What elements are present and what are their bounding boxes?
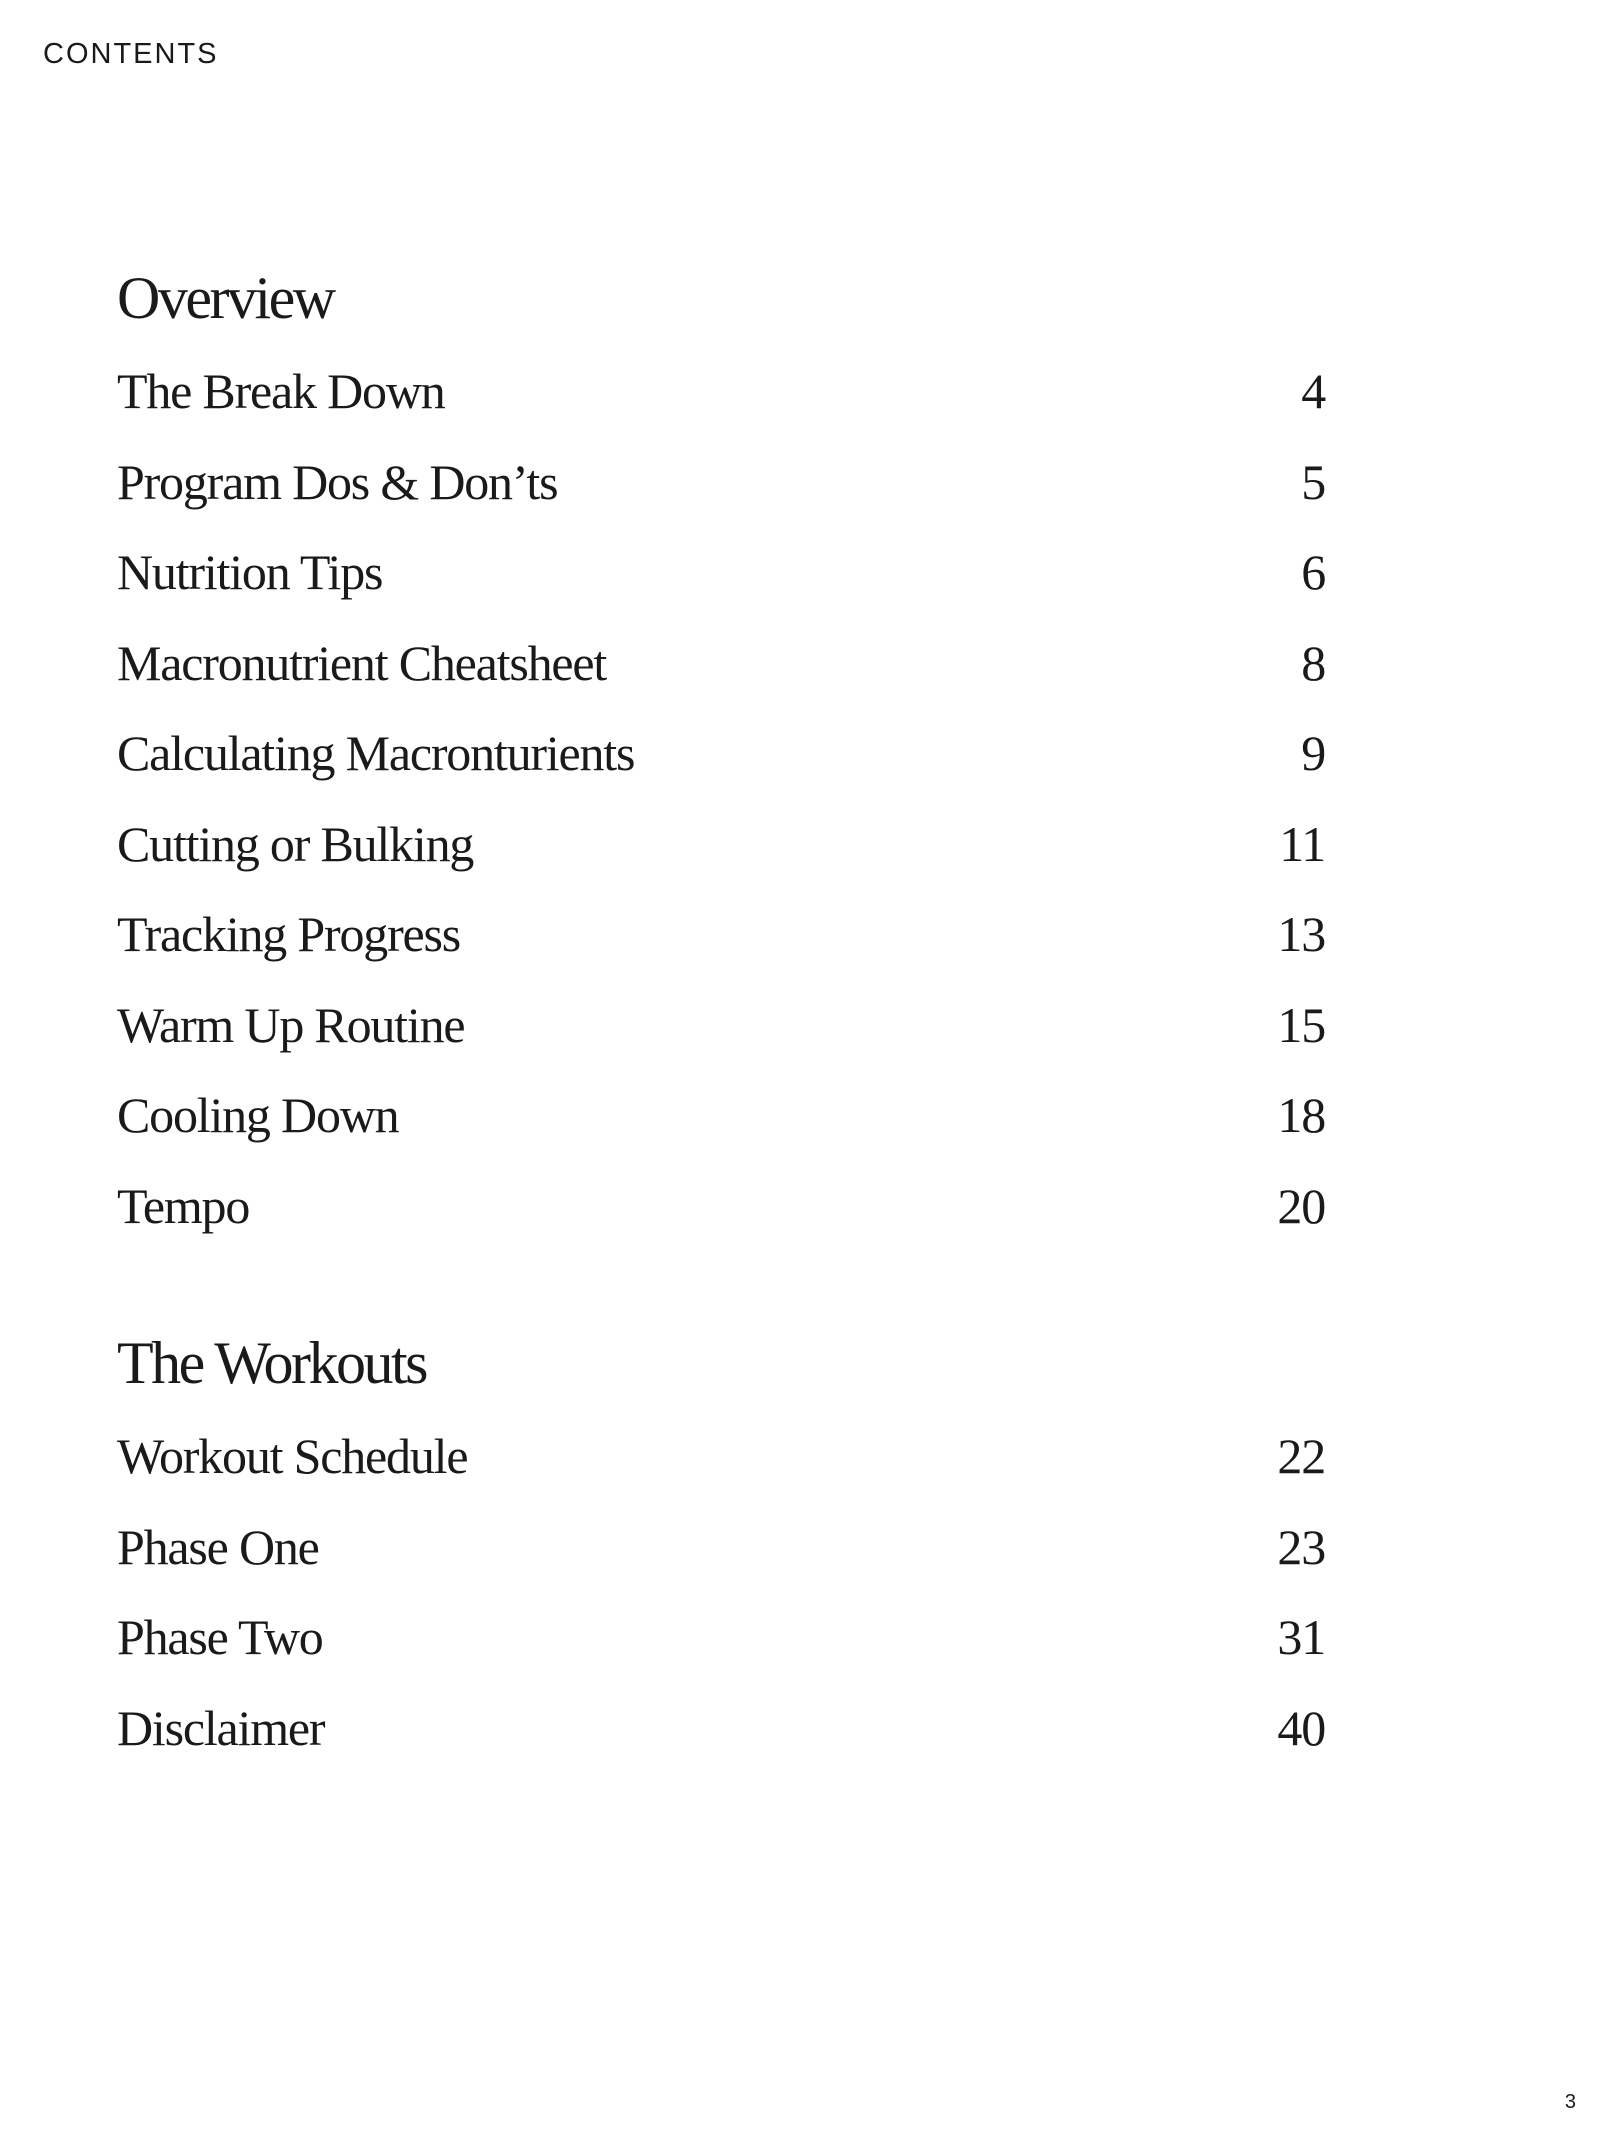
toc-entry-page: 4 bbox=[1301, 363, 1325, 419]
toc-entry-title: Cutting or Bulking bbox=[117, 815, 474, 872]
table-of-contents bbox=[117, 258, 1325, 1773]
toc-entry-title: Phase One bbox=[117, 1518, 319, 1575]
toc-entry-title: Disclaimer bbox=[117, 1699, 325, 1756]
toc-entry-page: 5 bbox=[1301, 453, 1325, 510]
toc-entry-page: 40 bbox=[1277, 1699, 1325, 1756]
toc-entry[interactable] bbox=[117, 708, 1325, 799]
page-number: 3 bbox=[1564, 2091, 1576, 2113]
toc-entry-page: 20 bbox=[1277, 1177, 1325, 1234]
toc-entry-title: Phase Two bbox=[117, 1609, 323, 1665]
toc-entry[interactable] bbox=[117, 1411, 1325, 1502]
toc-entry[interactable] bbox=[117, 1070, 1325, 1161]
toc-entry[interactable] bbox=[117, 437, 1325, 528]
toc-entry-title: Workout Schedule bbox=[117, 1428, 468, 1484]
toc-entry-title: The Break Down bbox=[117, 363, 445, 419]
toc-entry-title: Tempo bbox=[117, 1177, 250, 1234]
toc-entry[interactable] bbox=[117, 1502, 1325, 1593]
toc-entry[interactable] bbox=[117, 980, 1325, 1071]
toc-entry-page: 13 bbox=[1277, 906, 1325, 962]
toc-entry[interactable] bbox=[117, 799, 1325, 890]
toc-entry-title: Macronutrient Cheatsheet bbox=[117, 634, 607, 691]
toc-entry-page: 22 bbox=[1277, 1428, 1325, 1484]
toc-entry-page: 31 bbox=[1277, 1609, 1325, 1665]
toc-entry[interactable] bbox=[117, 618, 1325, 709]
overview-entries bbox=[117, 346, 1325, 1251]
toc-entry[interactable] bbox=[117, 346, 1325, 437]
toc-entry-title: Program Dos & Don’ts bbox=[117, 453, 558, 510]
toc-entry-page: 8 bbox=[1301, 634, 1325, 691]
running-header: CONTENTS bbox=[43, 38, 219, 70]
section-title-the-workouts: The Workouts bbox=[117, 1330, 427, 1396]
toc-entry-title: Warm Up Routine bbox=[117, 996, 465, 1053]
toc-entry[interactable] bbox=[117, 1161, 1325, 1252]
section-spacer bbox=[117, 1251, 1325, 1323]
toc-entry-page: 9 bbox=[1301, 725, 1325, 781]
toc-entry-title: Nutrition Tips bbox=[117, 544, 383, 600]
toc-entry-page: 15 bbox=[1277, 996, 1325, 1053]
toc-entry[interactable] bbox=[117, 527, 1325, 618]
toc-entry-title: Cooling Down bbox=[117, 1087, 399, 1143]
toc-entry-title: Tracking Progress bbox=[117, 906, 461, 962]
toc-entry-page: 6 bbox=[1301, 544, 1325, 600]
section-title-overview: Overview bbox=[117, 265, 334, 331]
workouts-entries bbox=[117, 1411, 1325, 1773]
toc-entry[interactable] bbox=[117, 1592, 1325, 1683]
toc-entry[interactable] bbox=[117, 1683, 1325, 1774]
toc-entry-page: 18 bbox=[1277, 1087, 1325, 1143]
toc-entry[interactable] bbox=[117, 889, 1325, 980]
toc-entry-page: 23 bbox=[1277, 1518, 1325, 1575]
toc-entry-title: Calculating Macronturients bbox=[117, 725, 635, 781]
toc-entry-page: 11 bbox=[1279, 815, 1325, 872]
